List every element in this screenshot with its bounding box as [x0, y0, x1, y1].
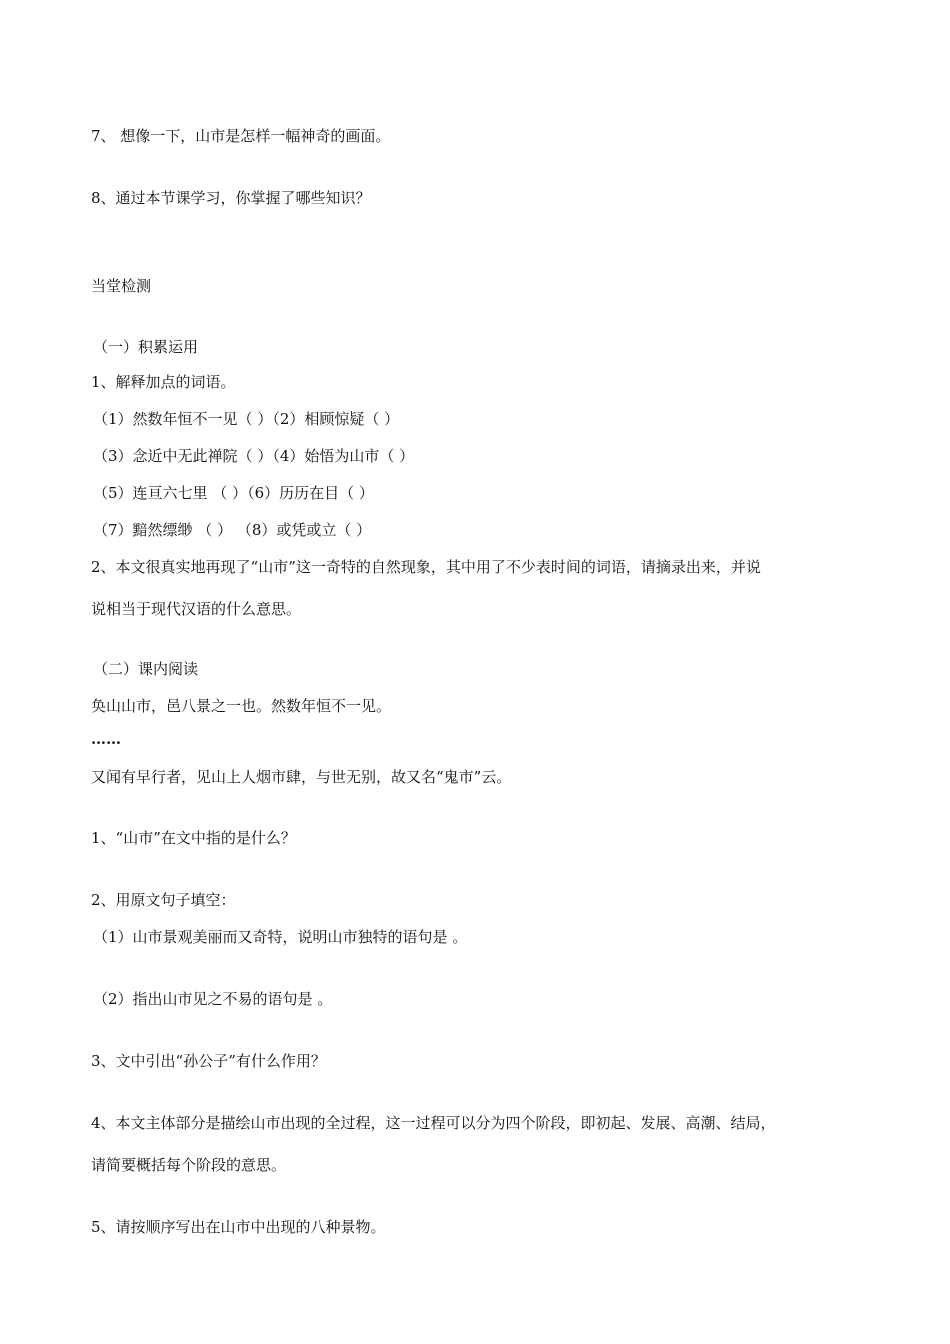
reading-question-4-line-1: 4、本文主体部分是描绘山市出现的全过程，这一过程可以分为四个阶段，即初起、发展、高潮、结局， [91, 1114, 776, 1132]
passage-closing: 又闻有早行者，见山上人烟市肆，与世无别，故又名“鬼市”云。 [91, 768, 512, 786]
exercise-2-line-2: 说相当于现代汉语的什么意思。 [91, 600, 302, 618]
exercise-1-row-2: （3）念近中无此禅院（ ）（4）始悟为山市（ ） [93, 447, 415, 465]
exercise-1-prompt: 1、解释加点的词语。 [91, 373, 236, 391]
reading-question-5: 5、请按顺序写出在山市中出现的八种景物。 [91, 1218, 386, 1236]
reading-question-2: 2、用原文句子填空： [91, 891, 236, 909]
section-title: 当堂检测 [91, 277, 152, 295]
question-7: 7、 想像一下，山市是怎样一幅神奇的画面。 [91, 127, 391, 145]
reading-question-2-part-1: （1）山市景观美丽而又奇特，说明山市独特的语句是 。 [93, 928, 468, 946]
passage-opening: 奂山山市，邑八景之一也。然数年恒不一见。 [91, 697, 392, 715]
reading-question-2-part-2: （2）指出山市见之不易的语句是 。 [93, 990, 333, 1008]
exercise-1-row-4: （7）黯然缥缈 （ ） （8）或凭或立（ ） [93, 521, 372, 539]
reading-question-4-line-2: 请简要概括每个阶段的意思。 [91, 1156, 287, 1174]
reading-question-3: 3、文中引出“孙公子”有什么作用？ [91, 1052, 326, 1070]
subsection-accumulation: （一）积累运用 [93, 338, 199, 356]
question-8: 8、通过本节课学习，你掌握了哪些知识？ [91, 189, 371, 207]
exercise-1-row-1: （1）然数年恒不一见（ ）（2）相顾惊疑（ ） [93, 410, 400, 428]
passage-ellipsis: …… [91, 730, 121, 748]
reading-question-1: 1、“山市”在文中指的是什么？ [91, 829, 296, 847]
exercise-1-row-3: （5）连亘六七里 （ ）（6）历历在目（ ） [93, 484, 374, 502]
subsection-reading: （二）课内阅读 [93, 660, 199, 678]
exercise-2-line-1: 2、本文很真实地再现了“山市”这一奇特的自然现象，其中用了不少表时间的词语，请摘录出来，并说 [91, 558, 761, 576]
